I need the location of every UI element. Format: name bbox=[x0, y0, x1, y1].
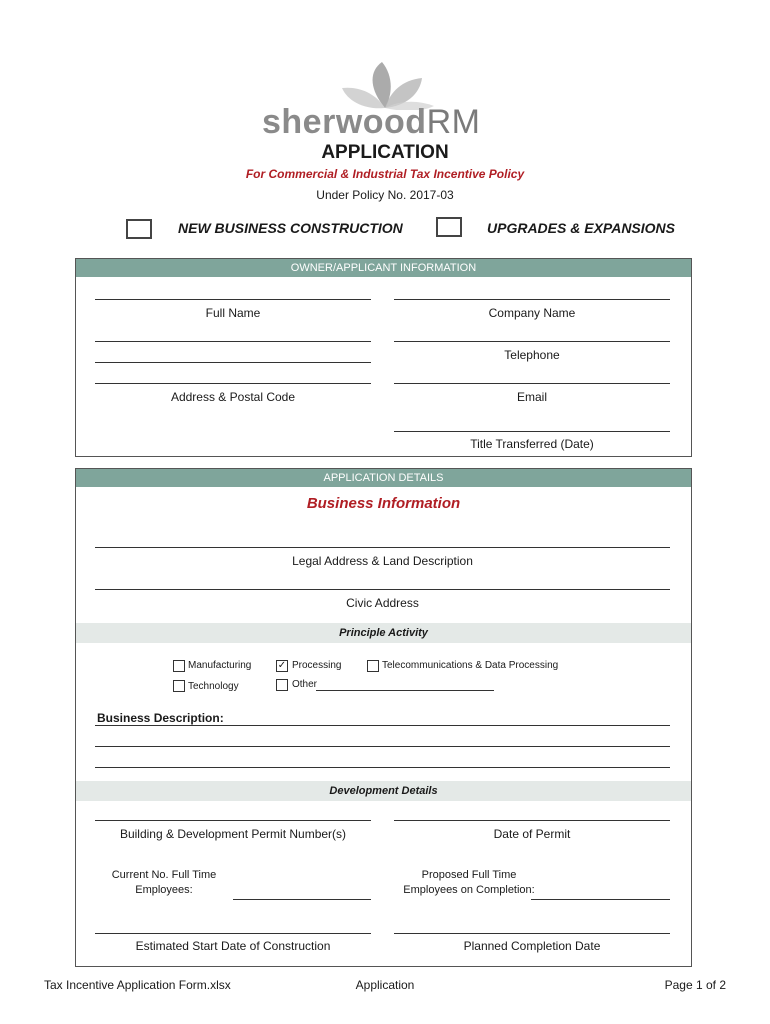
legal-address-field[interactable] bbox=[95, 547, 670, 548]
completion-date-field[interactable] bbox=[394, 933, 670, 934]
telecom-checkbox[interactable] bbox=[367, 660, 379, 672]
telephone-label: Telephone bbox=[504, 348, 560, 362]
business-description-line-2[interactable] bbox=[95, 746, 670, 747]
new-business-checkbox[interactable] bbox=[126, 219, 152, 239]
civic-address-label: Civic Address bbox=[346, 596, 419, 610]
principle-activity-bar: Principle Activity bbox=[76, 623, 691, 643]
current-ft-field[interactable] bbox=[233, 899, 371, 900]
business-information-heading: Business Information bbox=[306, 495, 461, 512]
completion-date-label: Planned Completion Date bbox=[463, 939, 601, 953]
page-subtitle: For Commercial & Industrial Tax Incentive Policy bbox=[245, 167, 525, 181]
other-checkbox[interactable] bbox=[276, 679, 288, 691]
development-details-bar: Development Details bbox=[76, 781, 691, 801]
address-line-2[interactable] bbox=[95, 362, 371, 363]
permit-numbers-field[interactable] bbox=[95, 820, 371, 821]
technology-checkbox[interactable] bbox=[173, 680, 185, 692]
legal-address-label: Legal Address & Land Description bbox=[292, 554, 473, 568]
start-date-label: Estimated Start Date of Construction bbox=[135, 939, 331, 953]
business-description-label: Business Description: bbox=[97, 711, 224, 725]
new-business-label: NEW BUSINESS CONSTRUCTION bbox=[178, 220, 403, 236]
title-transferred-field[interactable] bbox=[394, 431, 670, 432]
footer-sheet-name: Application bbox=[355, 978, 415, 992]
proposed-ft-label-line2: Employees on Completion: bbox=[403, 884, 535, 896]
full-name-label: Full Name bbox=[205, 306, 261, 320]
processing-checkbox[interactable]: ✓ bbox=[277, 660, 287, 671]
telephone-field[interactable] bbox=[394, 341, 670, 342]
technology-label: Technology bbox=[188, 681, 239, 692]
footer-page-number: Page 1 of 2 bbox=[664, 978, 726, 992]
manufacturing-checkbox[interactable] bbox=[173, 660, 185, 672]
owner-section-heading: OWNER/APPLICANT INFORMATION bbox=[76, 259, 691, 277]
address-label: Address & Postal Code bbox=[170, 390, 296, 404]
date-of-permit-label: Date of Permit bbox=[493, 827, 571, 841]
title-transferred-label: Title Transferred (Date) bbox=[470, 437, 594, 451]
logo-name-suffix: RM bbox=[426, 103, 481, 141]
full-name-field[interactable] bbox=[95, 299, 371, 300]
address-line-3[interactable] bbox=[95, 383, 371, 384]
details-section-heading: APPLICATION DETAILS bbox=[76, 469, 691, 487]
upgrades-checkbox[interactable] bbox=[436, 217, 462, 237]
footer-filename: Tax Incentive Application Form.xlsx bbox=[44, 978, 231, 992]
other-specify-field[interactable] bbox=[316, 690, 494, 691]
upgrades-label: UPGRADES & EXPANSIONS bbox=[487, 220, 675, 236]
current-ft-label-line2: Employees: bbox=[135, 884, 193, 896]
processing-label: Processing bbox=[292, 660, 342, 671]
other-label: Other bbox=[292, 679, 318, 690]
date-of-permit-field[interactable] bbox=[394, 820, 670, 821]
telecom-label: Telecommunications & Data Processing bbox=[382, 660, 559, 671]
proposed-ft-field[interactable] bbox=[531, 899, 670, 900]
start-date-field[interactable] bbox=[95, 933, 371, 934]
company-name-field[interactable] bbox=[394, 299, 670, 300]
business-description-line-3[interactable] bbox=[95, 767, 670, 768]
current-ft-label-line1: Current No. Full Time bbox=[111, 869, 217, 881]
owner-applicant-section bbox=[75, 258, 692, 457]
proposed-ft-label-line1: Proposed Full Time bbox=[421, 869, 517, 881]
application-details-section bbox=[75, 468, 692, 967]
company-name-label: Company Name bbox=[488, 306, 576, 320]
email-label: Email bbox=[516, 390, 547, 404]
manufacturing-label: Manufacturing bbox=[188, 660, 252, 671]
address-line-1[interactable] bbox=[95, 341, 371, 342]
page-title: APPLICATION bbox=[321, 142, 449, 163]
civic-address-field[interactable] bbox=[95, 589, 670, 590]
email-field[interactable] bbox=[394, 383, 670, 384]
policy-number: Under Policy No. 2017-03 bbox=[316, 188, 454, 202]
permit-numbers-label: Building & Development Permit Number(s) bbox=[119, 827, 347, 841]
business-description-line-1[interactable] bbox=[95, 725, 670, 726]
logo-wordmark bbox=[262, 103, 480, 142]
logo-name-main: sherwood bbox=[262, 103, 427, 141]
